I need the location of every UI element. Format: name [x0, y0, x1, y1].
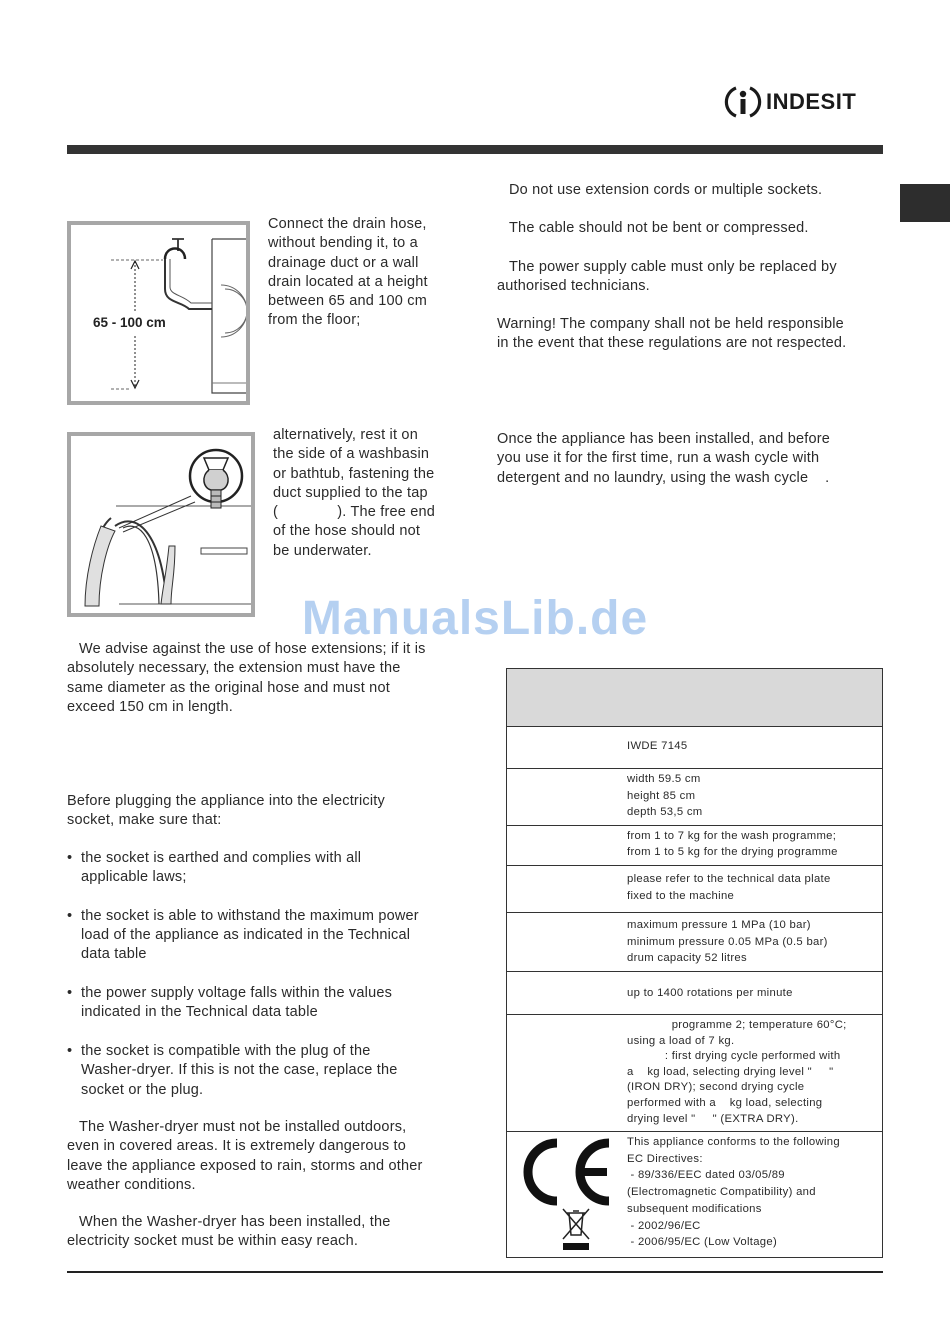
weee-bin-icon: [559, 1207, 593, 1251]
outdoor-warning: The Washer-dryer must not be installed outdoors, even in covered areas. It is extremely dangerous to leave the appliance exposed to rain, storms and other weather conditions.: [67, 1119, 423, 1193]
table-row: width 59.5 cm height 85 cm depth 53,5 cm: [507, 769, 882, 826]
header-bar: [67, 145, 883, 154]
table-row: IWDE 7145: [507, 726, 882, 769]
table-row: from 1 to 7 kg for the wash programme; from 1 to 5 kg for the drying programme: [507, 826, 882, 866]
technical-data-table: [506, 668, 883, 1258]
list-item: • the socket is earthed and complies with all applicable laws;: [67, 849, 467, 888]
watermark: ManualsLib.de: [301, 592, 649, 645]
drain-height-illustration: [71, 225, 246, 401]
table-row: programme 2; temperature 60°C; using a load of 7 kg. : first drying cycle performed with a kg load, selecting drying level " " (IRON DRY); second drying cycle performed with a kg load, selecting drying level " " (EXTRA DRY).: [507, 1015, 882, 1132]
washbasin-illustration: [71, 436, 251, 613]
socket-reach-text: When the Washer-dryer has been installed, the electricity socket must be within easy reach.: [67, 1214, 391, 1250]
ce-mark-icon: [521, 1137, 621, 1207]
brand-name: INDESIT: [766, 89, 857, 114]
table-header: [507, 669, 882, 727]
washbasin-figure: [67, 432, 255, 617]
list-item: • the socket is compatible with the plug of the Washer-dryer. If this is not the case, replace the socket or the plug.: [67, 1042, 467, 1100]
plug-checklist: [67, 849, 467, 1119]
plug-intro: Before plugging the appliance into the electricity socket, make sure that:: [67, 793, 385, 829]
drain-text: Connect the drain hose, without bending it, to a drainage duct or a wall drain located at a height between 65 and 100 cm from the floor;: [268, 216, 428, 329]
indesit-logo-icon: [724, 83, 762, 121]
table-row: up to 1400 rotations per minute: [507, 972, 882, 1015]
table-row: please refer to the technical data plate fixed to the machine: [507, 866, 882, 913]
washbasin-text: alternatively, rest it on the side of a washbasin or bathtub, fastening the duct supplied to the tap ( ). The free end of the hose should not be underwater.: [273, 427, 436, 559]
footer-rule: [67, 1271, 883, 1273]
list-item: • the socket is able to withstand the maximum power load of the appliance as indicated in the Technical data table: [67, 907, 467, 965]
list-item: • the power supply voltage falls within the values indicated in the Technical data table: [67, 984, 467, 1023]
warning-text: Warning! The company shall not be held responsible in the event that these regulations are not respected.: [497, 316, 847, 352]
extension-cords-text: Do not use extension cords or multiple sockets.: [509, 182, 823, 198]
table-row: maximum pressure 1 MPa (10 bar) minimum pressure 0.05 MPa (0.5 bar) drum capacity 52 litres: [507, 913, 882, 972]
extension-text: We advise against the use of hose extensions; if it is absolutely necessary, the extension must have the same diameter as the original hose and must not exceed 150 cm in length.: [67, 641, 426, 715]
table-row: This appliance conforms to the following EC Directives: - 89/336/EEC dated 03/05/89 (Electromagnetic Compatibility) and subsequent modifications - 2002/96/EC - 2006/95/EC (Low Voltage): [507, 1132, 882, 1259]
section-tab: [900, 184, 950, 222]
height-label: 65 - 100 cm: [93, 315, 166, 330]
drain-height-figure: [67, 221, 250, 405]
brand-logo: [724, 84, 856, 120]
power-cable-text: The power supply cable must only be replaced by authorised technicians.: [497, 259, 837, 295]
cable-bent-text: The cable should not be bent or compressed.: [509, 220, 809, 236]
first-cycle-text: Once the appliance has been installed, and before you use it for the first time, run a wash cycle with detergent and no laundry, using the wash cycle .: [497, 431, 831, 486]
